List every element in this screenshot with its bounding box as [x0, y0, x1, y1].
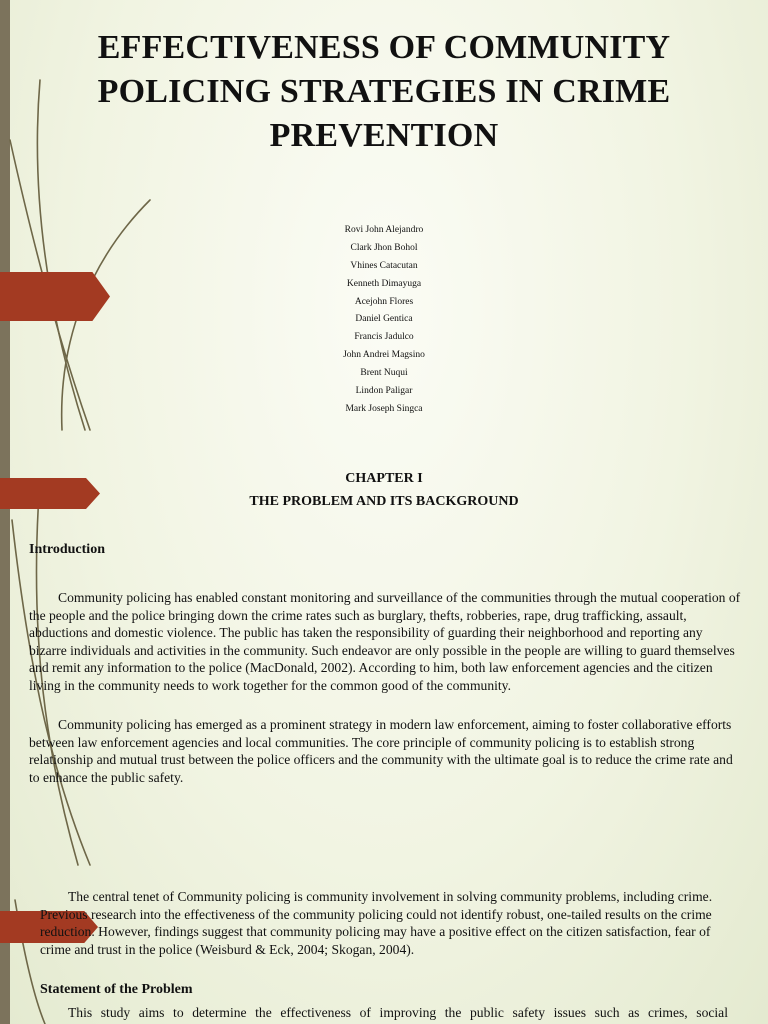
author-name: Rovi John Alejandro: [344, 225, 424, 235]
author-name: Mark Joseph Singca: [345, 403, 423, 414]
introduction-paragraph: The central tenet of Community policing is community involvement in solving community problems, including crime. Previous research into the effectiveness of the community policing could not identify robust, one-tailed results on the crime reduction. However, findings suggest that community policing may have a positive effect on the citizen satisfaction, fear of crime and trust in the police (Weisburd & Eck, 2004; Skogan, 2004).: [40, 889, 713, 957]
author-name: Kenneth Dimayuga: [346, 278, 422, 289]
document-title: EFFECTIVENESS OF COMMUNITY POLICING STRATEGIES IN CRIME PREVENTION: [97, 29, 671, 154]
statement-of-problem-paragraph: This study aims to determine the effectiveness of improving the public safety issues such as crimes, social: [68, 1005, 728, 1020]
author-list: [284, 222, 484, 419]
author-name: Lindon Paligar: [355, 386, 413, 397]
red-arrow-tab: [0, 272, 110, 321]
chapter-title: THE PROBLEM AND ITS BACKGROUND: [249, 494, 519, 509]
statement-of-problem-heading: Statement of the Problem: [40, 982, 193, 997]
author-name: Vhines Catacutan: [350, 260, 418, 271]
author-name: Daniel Gentica: [355, 314, 413, 325]
author-name: Clark Jhon Bohol: [350, 242, 418, 253]
author-name: Francis Jadulco: [354, 332, 414, 343]
introduction-paragraph: Community policing has enabled constant monitoring and surveillance of the communities through the mutual cooperation of the people and the police bringing down the crime rates such as burglary, thefts, robberies, rape, drug trafficking, assault, abductions and domestic violence. The public has taken the responsibility of guarding their neighborhood and reporting any bizarre individuals and activities in the community. Such endeavor are only possible in the people are willing to guard themselves and remit any information to the police (MacDonald, 2002). According to him, both law enforcement agencies and the citizen living in the community needs to work together for the common good of the community.: [29, 590, 741, 693]
chapter-number: CHAPTER I: [345, 471, 423, 486]
introduction-paragraph: Community policing has emerged as a prominent strategy in modern law enforcement, aiming to foster collaborative efforts between law enforcement agencies and local communities. The core principle of community policing is to establish strong relationship and mutual trust between the police officers and the community with the ultimate goal is to reduce the crime rate and to enhance the public safety.: [29, 717, 733, 785]
introduction-heading: Introduction: [29, 542, 105, 557]
author-name: John Andrei Magsino: [343, 350, 425, 361]
author-name: Brent Nuqui: [360, 368, 408, 379]
author-name: Acejohn Flores: [354, 296, 414, 307]
